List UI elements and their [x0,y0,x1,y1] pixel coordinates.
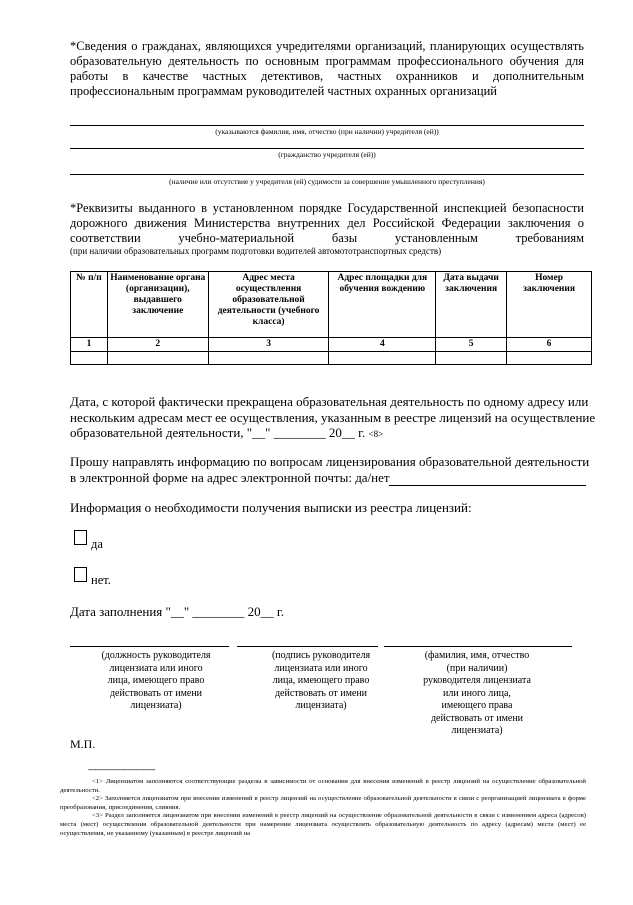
termination-paragraph [70,394,596,443]
header-cell-driving-site: Адрес площадки для обучения вождению [329,272,436,338]
fill-date-field[interactable]: Дата заполнения "__" ________ 20__ г. [70,604,285,619]
termination-line-1: Дата, с которой фактически прекращена образовательная деятельность по одному адресу или [70,394,589,409]
founders-intro-line-3: работы в качестве частных детективов, частных охранников и дополнительным [70,69,584,83]
position-caption-line: действовать от имени [109,687,203,699]
full-name-line[interactable] [384,646,572,647]
founder-citizenship-caption: (гражданство учредителя (ей)) [278,150,376,159]
stamp-placeholder: М.П. [70,737,96,751]
footnote-ref: <8> [368,429,384,439]
header-cell-class-address: Адрес места осуществления образовательной деятельности (учебного класса) [208,272,329,338]
gibdd-conclusions-table [70,271,592,365]
table-cell[interactable] [507,352,592,365]
number-cell: 2 [107,338,208,352]
position-line[interactable] [70,646,229,647]
table-cell[interactable] [107,352,208,365]
table-cell[interactable] [436,352,507,365]
full-name-caption [402,650,552,738]
position-caption-line: лицензиата) [130,700,182,711]
full-name-caption-line: руководителя лицензиата [423,675,531,686]
extract-yes-label: да [91,537,103,551]
table-header-row [71,272,592,338]
founders-intro [70,39,584,99]
full-name-caption-line: (при наличии) [446,662,508,674]
termination-line-2: нескольким адресам мест ее осуществления, указанным в реестре лицензий на осуществление [70,409,596,425]
signature-caption [256,650,386,713]
signature-caption-line: лица, имеющего право [272,675,370,686]
founders-intro-line-2: образовательную деятельность по основным программам профессионального обучения для [70,54,584,68]
full-name-caption-line: (фамилия, имя, отчество [424,650,530,661]
extract-no-label: нет. [91,573,111,587]
position-caption [86,650,226,713]
signature-caption-line: действовать от имени [274,687,368,699]
number-cell: 3 [208,338,329,352]
footnote-1: <1> Лицензиатом заполняются соответствующие разделы в зависимости от основания для внесения изменений в реестр лицензий на осуществление образовательной деятельности. [60,778,586,794]
email-request-line-2: в электронной форме на адрес электронной почты: да/нет [70,469,390,485]
extract-no-checkbox[interactable] [74,567,87,582]
table-cell[interactable] [208,352,329,365]
signature-caption-line: лицензиата или иного [274,662,368,674]
gibdd-paragraph [70,201,584,246]
table-cell[interactable] [329,352,436,365]
gibdd-line-2: дорожного движения Министерства внутренних дел Российской Федерации заключения о [70,216,584,230]
signature-line[interactable] [237,646,378,647]
header-cell-conclusion-number: Номер заключения [507,272,592,338]
position-caption-line: лица, имеющего право [107,675,205,686]
number-cell: 1 [71,338,108,352]
termination-line-3 [70,425,592,443]
full-name-caption-line: лицензиата) [451,725,503,736]
full-name-caption-line: имеющего права [441,700,513,711]
signature-caption-line: лицензиата) [295,700,347,711]
email-request-paragraph [70,454,592,485]
gibdd-note: (при наличии образовательных программ подготовки водителей автомототранспортных средств) [70,246,442,256]
footnote-2: <2> Заполняется лицензиатом при внесении изменений в реестр лицензий на осуществление образовательной деятельности в связи с реорганизацией лицензиата в форме преобразования, присоединения, слияния. [60,795,586,811]
header-cell-number: № п/п [71,272,108,338]
founder-citizenship-line[interactable] [70,148,584,149]
founder-name-caption: (указываются фамилия, имя, отчество (при наличии) учредителя (ей)) [215,127,439,136]
position-caption-line: лицензиата или иного [109,662,203,674]
founder-conviction-line[interactable] [70,174,584,175]
table-number-row [71,338,592,352]
gibdd-line-3: соответствии учебно-материальной базы установленным требованиям [70,231,584,245]
footnotes [60,778,586,838]
founder-conviction-caption: (наличие или отсутствие у учредителя (ей) судимости за совершение умышленного преступления) [169,177,485,186]
footnote-separator: ------------------------------- [88,765,156,774]
extract-yes-checkbox[interactable] [74,530,87,545]
founders-intro-line-1: *Сведения о гражданах, являющихся учредителями организаций, планирующих осуществлять [70,39,584,53]
table-row[interactable] [71,352,592,365]
number-cell: 5 [436,338,507,352]
number-cell: 6 [507,338,592,352]
table-cell[interactable] [71,352,108,365]
email-request-line-1: Прошу направлять информацию по вопросам лицензирования образовательной деятельности [70,454,590,469]
email-address-line[interactable] [389,485,586,486]
termination-date-field[interactable]: образовательной деятельности, "__" ________ 20__ г. [70,425,366,440]
extract-heading: Информация о необходимости получения выписки из реестра лицензий: [70,500,472,515]
signature-caption-line: (подпись руководителя [271,650,371,661]
full-name-caption-line: действовать от имени [430,712,524,724]
header-cell-authority: Наименование органа (организации), выдавшего заключение [107,272,208,338]
number-cell: 4 [329,338,436,352]
full-name-caption-line: или иного лица, [443,687,511,699]
footnote-3: <3> Раздел заполняется лицензиатом при внесении изменений в реестр лицензий на осуществление образовательной деятельности в связи с изменением адреса (адресов) места (мест) осуществления образовательной деятельности при намерении лицензиата осуществлять образовательную деятельность по адресу (адресам) места (мест) ее осуществления, не указанному (указанным) в реестре лицензий на [60,812,586,837]
gibdd-line-1: *Реквизиты выданного в установленном порядке Государственной инспекцией безопасности [70,201,584,215]
founders-intro-line-4: профессиональным программам руководителей частных охранных организаций [70,84,497,98]
position-caption-line: (должность руководителя [101,650,211,661]
founder-name-line[interactable] [70,125,584,126]
header-cell-issue-date: Дата выдачи заключения [436,272,507,338]
